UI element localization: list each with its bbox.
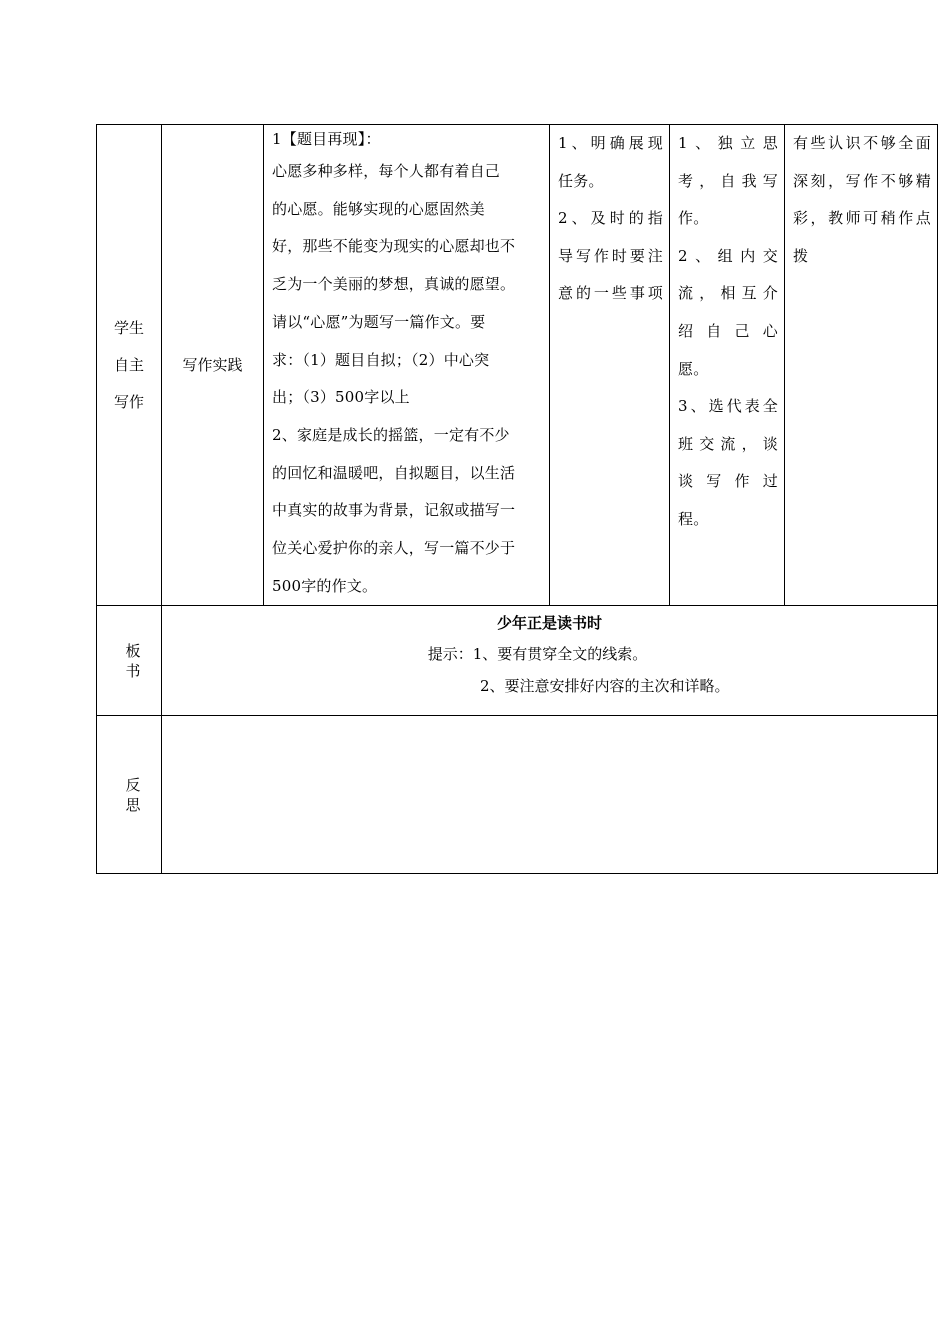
blackboard-row xyxy=(97,606,938,716)
teacher-line: 导写作时要注 xyxy=(558,246,663,265)
activity-cell xyxy=(162,125,264,606)
student-line: 考，自我写 xyxy=(678,171,778,190)
content-line: 求：（1）题目自拟；（2）中心突 xyxy=(272,350,490,369)
notes-line: 深刻，写作不够精 xyxy=(793,171,931,190)
content-line: 好，那些不能变为现实的心愿却也不 xyxy=(272,237,516,256)
content-line: 的心愿。能够实现的心愿固然美 xyxy=(272,199,485,218)
student-line: 流，相互介 xyxy=(678,284,778,303)
notes-line: 有些认识不够全面 xyxy=(793,134,931,152)
blackboard-label-line: 书 xyxy=(125,661,141,680)
content-line: 心愿多种多样，每个人都有着自己 xyxy=(272,162,501,180)
blackboard-title: 少年正是读书时 xyxy=(496,614,602,633)
teacher-line: 1、明确展现 xyxy=(558,134,663,152)
reflection-label-cell xyxy=(97,716,162,874)
content-line: 请以“心愿”为题写一篇作文。要 xyxy=(272,312,486,331)
student-writing-row xyxy=(97,125,938,606)
reflection-label-line: 思 xyxy=(125,795,141,814)
notes-line: 彩，教师可稍作点 xyxy=(793,209,931,228)
blackboard-label-cell xyxy=(97,606,162,716)
content-line: 乏为一个美丽的梦想，真诚的愿望。 xyxy=(272,275,516,294)
student-line: 谈写作过 xyxy=(678,472,778,491)
student-activity-cell xyxy=(670,125,785,606)
blackboard-tip-1: 提示：1、要有贯穿全文的线索。 xyxy=(427,645,648,664)
section-label-line: 写作 xyxy=(113,392,144,411)
content-line: 位关心爱护你的亲人，写一篇不少于 xyxy=(272,539,516,558)
blackboard-label-line: 板 xyxy=(125,641,141,660)
content-cell xyxy=(264,125,550,606)
student-line: 班交流，谈 xyxy=(678,434,778,453)
section-label-cell xyxy=(97,125,162,606)
student-line: 2、组内交 xyxy=(678,246,778,265)
section-label-line: 自主 xyxy=(113,355,144,374)
student-line: 1、独立思 xyxy=(678,134,778,152)
teacher-activity-cell xyxy=(550,125,670,606)
teacher-line: 2、及时的指 xyxy=(558,209,663,228)
student-line: 3、选代表全 xyxy=(678,397,778,416)
student-line: 作。 xyxy=(678,209,709,228)
student-line: 绍自己心 xyxy=(678,321,778,340)
section-label-line: 学生 xyxy=(113,318,144,337)
activity-label: 写作实践 xyxy=(182,355,243,374)
blackboard-tip-2: 2、要注意安排好内容的主次和详略。 xyxy=(480,677,730,696)
lesson-plan-table xyxy=(96,124,938,874)
teacher-line: 任务。 xyxy=(558,171,604,190)
notes-line: 拨 xyxy=(793,246,809,265)
student-line: 愿。 xyxy=(678,359,709,378)
reflection-label-line: 反 xyxy=(125,775,141,794)
content-line: 的回忆和温暖吧，自拟题目，以生活 xyxy=(272,463,516,482)
reflection-content-cell[interactable] xyxy=(162,716,938,874)
notes-cell xyxy=(785,125,938,606)
blackboard-content-cell xyxy=(162,606,938,716)
reflection-row xyxy=(97,716,938,874)
content-line: 中真实的故事为背景，记叙或描写一 xyxy=(272,501,516,520)
content-line: 2、家庭是成长的摇篮，一定有不少 xyxy=(272,425,510,444)
content-line: 500字的作文。 xyxy=(272,576,378,595)
content-line: 1【题目再现】： xyxy=(272,130,381,148)
student-line: 程。 xyxy=(678,509,709,528)
content-line: 出；（3）500字以上 xyxy=(272,388,410,407)
teacher-line: 意的一些事项 xyxy=(558,284,663,303)
